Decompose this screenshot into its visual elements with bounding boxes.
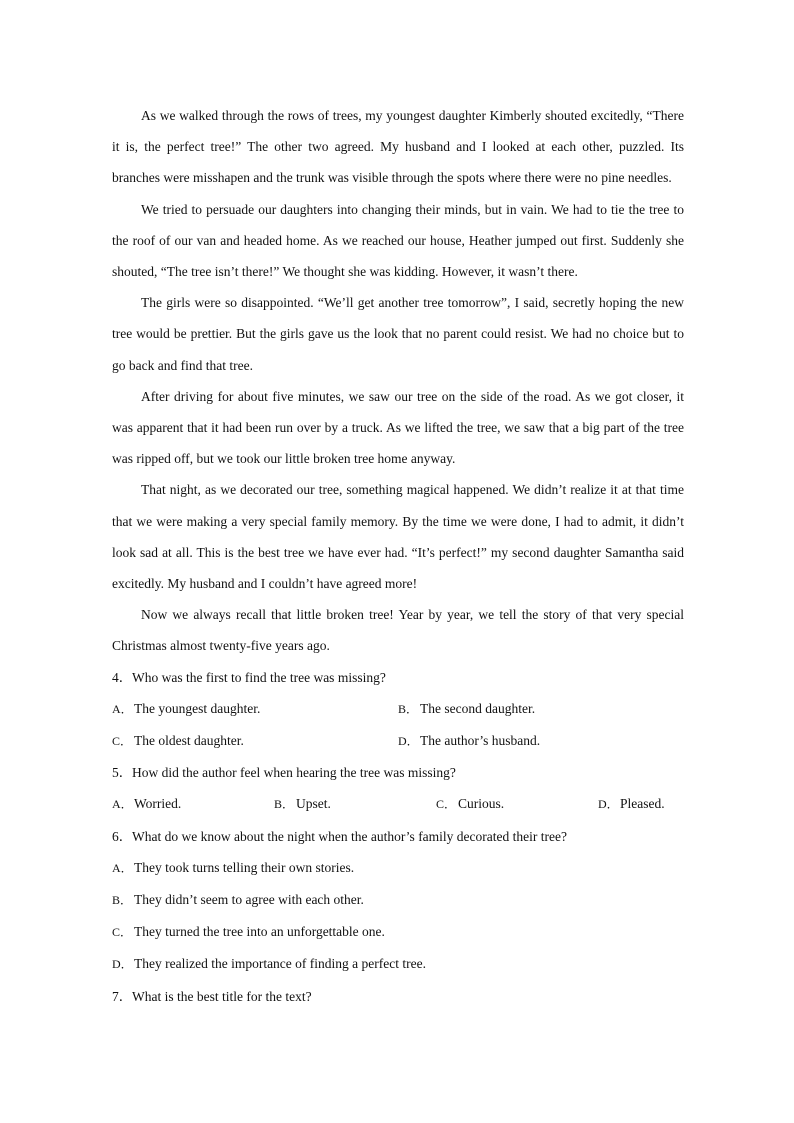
option-letter: C． [112,734,133,749]
option-text: The author’s husband. [420,733,541,749]
question-number: 6． [112,828,133,844]
option-b[interactable] [398,693,684,725]
passage-paragraph-5: That night, as we decorated our tree, something magical happened. We didn’t realize it at that time that we were making a very special family memory. By the time we were done, I had to admit, it didn’t look sad at all. This is the best tree we have ever had. “It’s perfect!” my second daughter Samantha said excitedly. My husband and I couldn’t have agreed more! [112,482,684,592]
option-letter: A． [112,860,133,875]
option-text: Curious. [458,796,505,812]
option-b[interactable] [274,788,436,820]
option-d[interactable] [598,788,678,820]
option-a[interactable] [112,788,274,820]
option-letter: C． [436,797,457,812]
question-text: What is the best title for the text? [132,988,312,1004]
question-4-stem [112,662,684,693]
passage-paragraph-3: The girls were so disappointed. “We’ll get another tree tomorrow”, I said, secretly hoping the new tree would be prettier. But the girls gave us the look that no parent could resist. We had no choice but to go back and find that tree. [112,295,684,373]
option-text: Worried. [134,796,182,812]
option-a[interactable] [112,693,398,725]
option-letter: D． [398,734,419,749]
option-c[interactable] [436,788,598,820]
question-7 [112,981,684,1012]
question-number: 7． [112,988,133,1004]
question-7-stem [112,981,684,1012]
option-b[interactable] [112,884,684,916]
option-letter: B． [398,701,419,716]
passage-paragraph-1: As we walked through the rows of trees, my youngest daughter Kimberly shouted excitedly, “There it is, the perfect tree!” The other two agreed. My husband and I looked at each other, puzzled. Its branches were misshapen and the trunk was visible through the spots where there were no pine needles. [112,108,684,186]
option-letter: B． [274,797,295,812]
options-row [112,693,684,725]
option-letter: A． [112,701,133,716]
question-number: 5． [112,765,133,781]
question-6 [112,821,684,981]
question-5-stem [112,757,684,788]
question-6-stem [112,821,684,852]
option-c[interactable] [112,916,684,948]
option-letter: A． [112,797,133,812]
option-text: They didn’t seem to agree with each other. [134,892,364,908]
option-d[interactable] [398,725,684,757]
option-text: The oldest daughter. [134,733,244,749]
option-text: They turned the tree into an unforgettable one. [134,924,385,940]
question-text: How did the author feel when hearing the tree was missing? [132,765,456,781]
question-4 [112,662,684,758]
option-text: They took turns telling their own stories. [134,859,355,875]
option-letter: C． [112,925,133,940]
passage-paragraph-6: Now we always recall that little broken tree! Year by year, we tell the story of that very special Christmas almost twenty-five years ago. [112,607,684,654]
option-a[interactable] [112,852,684,884]
option-letter: B． [112,893,133,908]
question-number: 4． [112,669,133,685]
option-text: They realized the importance of finding a perfect tree. [134,956,426,972]
option-letter: D． [112,957,133,972]
options-row [112,788,684,820]
question-text: What do we know about the night when the author’s family decorated their tree? [132,828,567,844]
document-page [112,100,684,1012]
option-letter: D． [598,797,619,812]
option-c[interactable] [112,725,398,757]
question-5 [112,757,684,820]
option-d[interactable] [112,948,684,980]
option-text: Upset. [296,796,331,812]
passage-paragraph-2: We tried to persuade our daughters into changing their minds, but in vain. We had to tie the tree to the roof of our van and headed home. As we reached our house, Heather jumped out first. Suddenly she shouted, “The tree isn’t there!” We thought she was kidding. However, it wasn’t there. [112,201,684,280]
question-text: Who was the first to find the tree was missing? [132,669,386,685]
option-text: The second daughter. [420,700,536,716]
option-text: Pleased. [620,796,665,812]
options-row [112,725,684,757]
option-text: The youngest daughter. [134,700,261,716]
passage-paragraph-4: After driving for about five minutes, we saw our tree on the side of the road. As we got closer, it was apparent that it had been run over by a truck. As we lifted the tree, we saw that a big part of the tree was ripped off, but we took our little broken tree home anyway. [112,388,684,467]
